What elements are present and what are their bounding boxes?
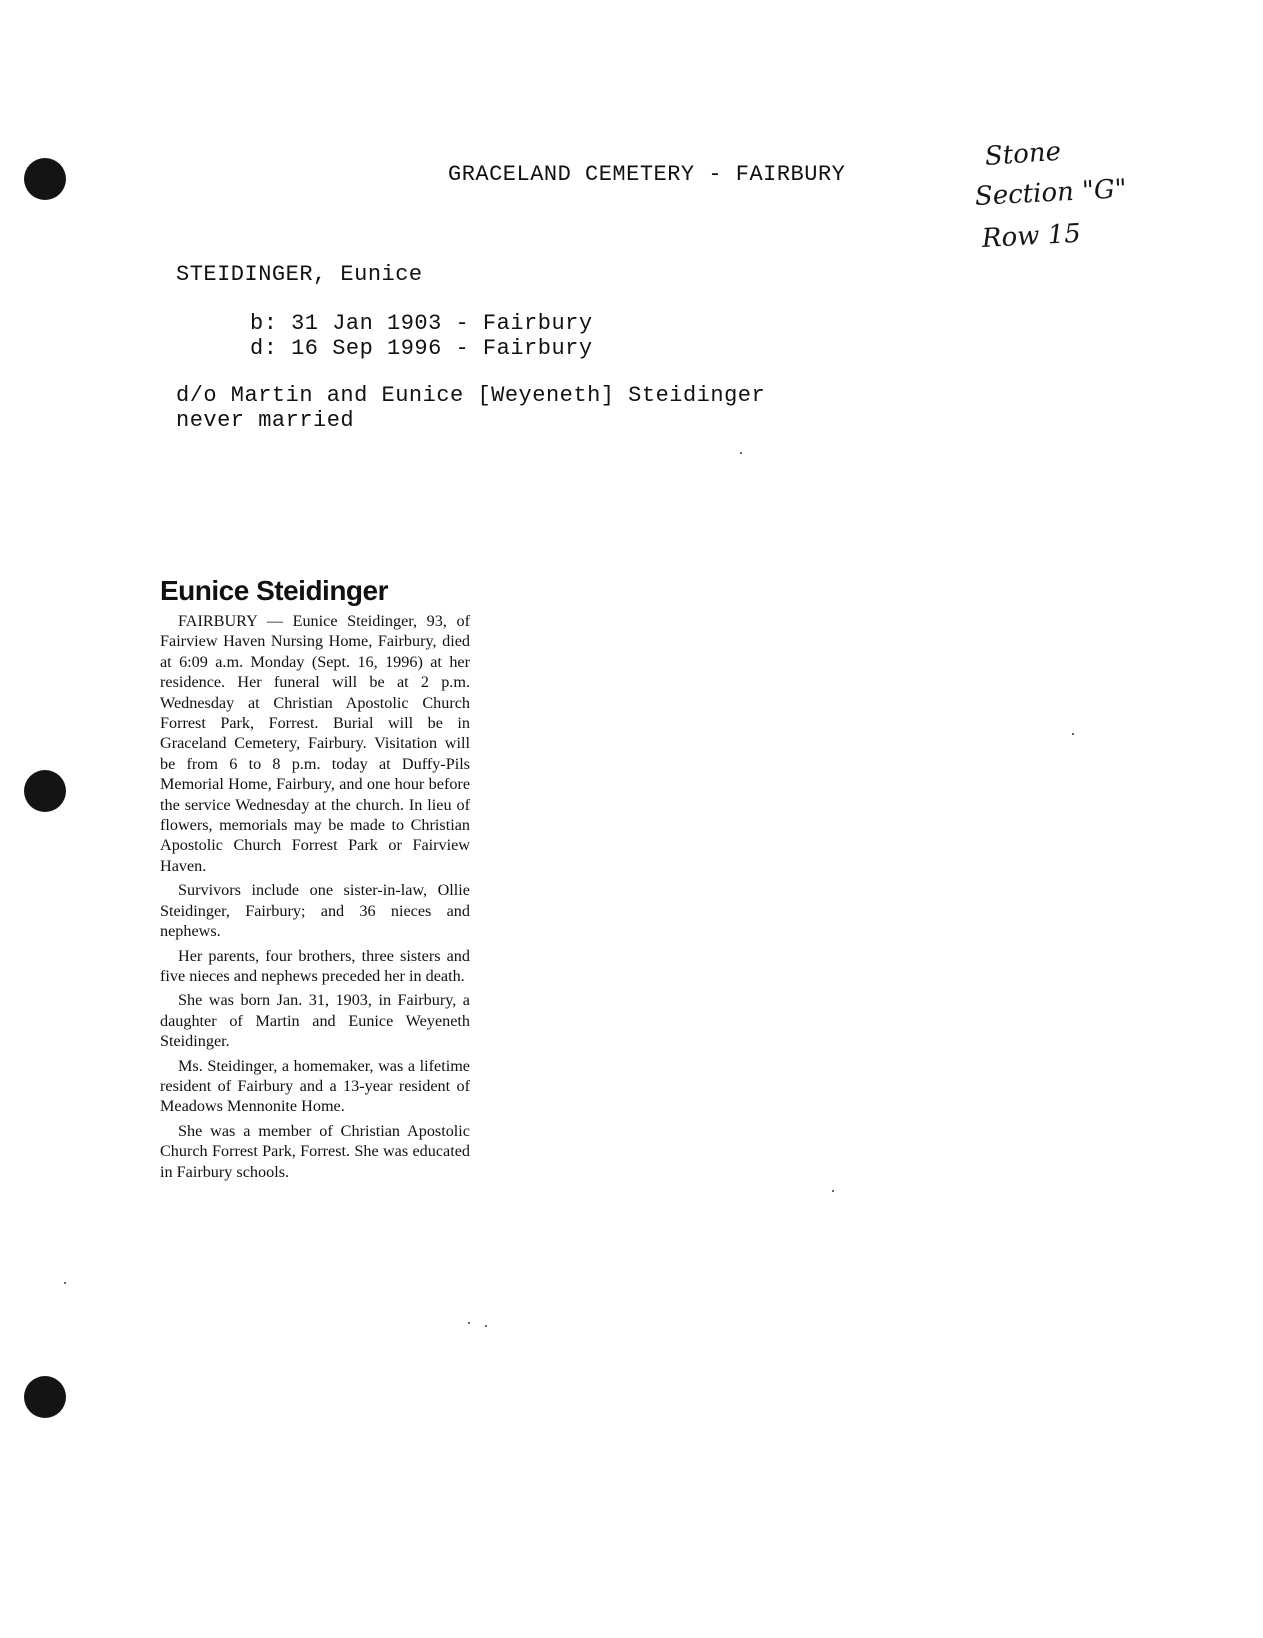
obituary-paragraph: Ms. Steidinger, a homemaker, was a lifetime resident of Fairbury and a 13-year resident of Meadows Mennonite Home. — [160, 1056, 470, 1116]
scan-speck — [740, 452, 742, 454]
obituary-paragraph: She was born Jan. 31, 1903, in Fairbury, a daughter of Martin and Eunice Weyeneth Steidinger. — [160, 991, 470, 1051]
binder-hole-top — [24, 158, 66, 200]
scan-speck — [832, 1190, 834, 1192]
scan-speck — [1072, 733, 1074, 735]
obituary-paragraph: FAIRBURY — Eunice Steidinger, 93, of Fairview Haven Nursing Home, Fairbury, died at 6:09 a.m. Monday (Sept. 16, 1996) at her residence. Her funeral will be at 2 p.m. Wednesday at Christian Apostolic Church Forrest Park, Forrest. Burial will be in Graceland Cemetery, Fairbury. Visitation will be from 6 to 8 p.m. today at Duffy-Pils Memorial Home, Fairbury, and one hour before the service Wednesday at the church. In lieu of flowers, memorials may be made to Christian Apostolic Church Forrest Park or Fairview Haven. — [160, 612, 470, 875]
binder-hole-middle — [24, 770, 66, 812]
cemetery-header: GRACELAND CEMETERY - FAIRBURY — [448, 162, 846, 187]
handwritten-section-label: Section "G" — [974, 174, 1128, 212]
obituary-paragraph: Survivors include one sister-in-law, Ollie Steidinger, Fairbury; and 36 nieces and nephews. — [160, 881, 470, 941]
scan-speck — [64, 1282, 66, 1284]
scan-speck — [485, 1325, 487, 1327]
binder-hole-bottom — [24, 1376, 66, 1418]
obituary-clipping — [160, 575, 470, 1186]
record-death: d: 16 Sep 1996 - Fairbury — [250, 336, 593, 361]
record-name: STEIDINGER, Eunice — [176, 262, 423, 287]
record-marital-status: never married — [176, 408, 355, 433]
obituary-paragraph: She was a member of Christian Apostolic Church Forrest Park, Forrest. She was educated in Fairbury schools. — [160, 1121, 470, 1181]
handwritten-row-label: Row 15 — [981, 218, 1082, 254]
obituary-paragraph: Her parents, four brothers, three sisters and five nieces and nephews preceded her in death. — [160, 946, 470, 985]
record-birth: b: 31 Jan 1903 - Fairbury — [250, 311, 593, 336]
record-parents: d/o Martin and Eunice [Weyeneth] Steidinger — [176, 383, 766, 408]
obituary-headline: Eunice Steidinger — [160, 575, 388, 606]
handwritten-stone-label: Stone — [983, 136, 1062, 172]
scan-speck — [468, 1322, 470, 1324]
